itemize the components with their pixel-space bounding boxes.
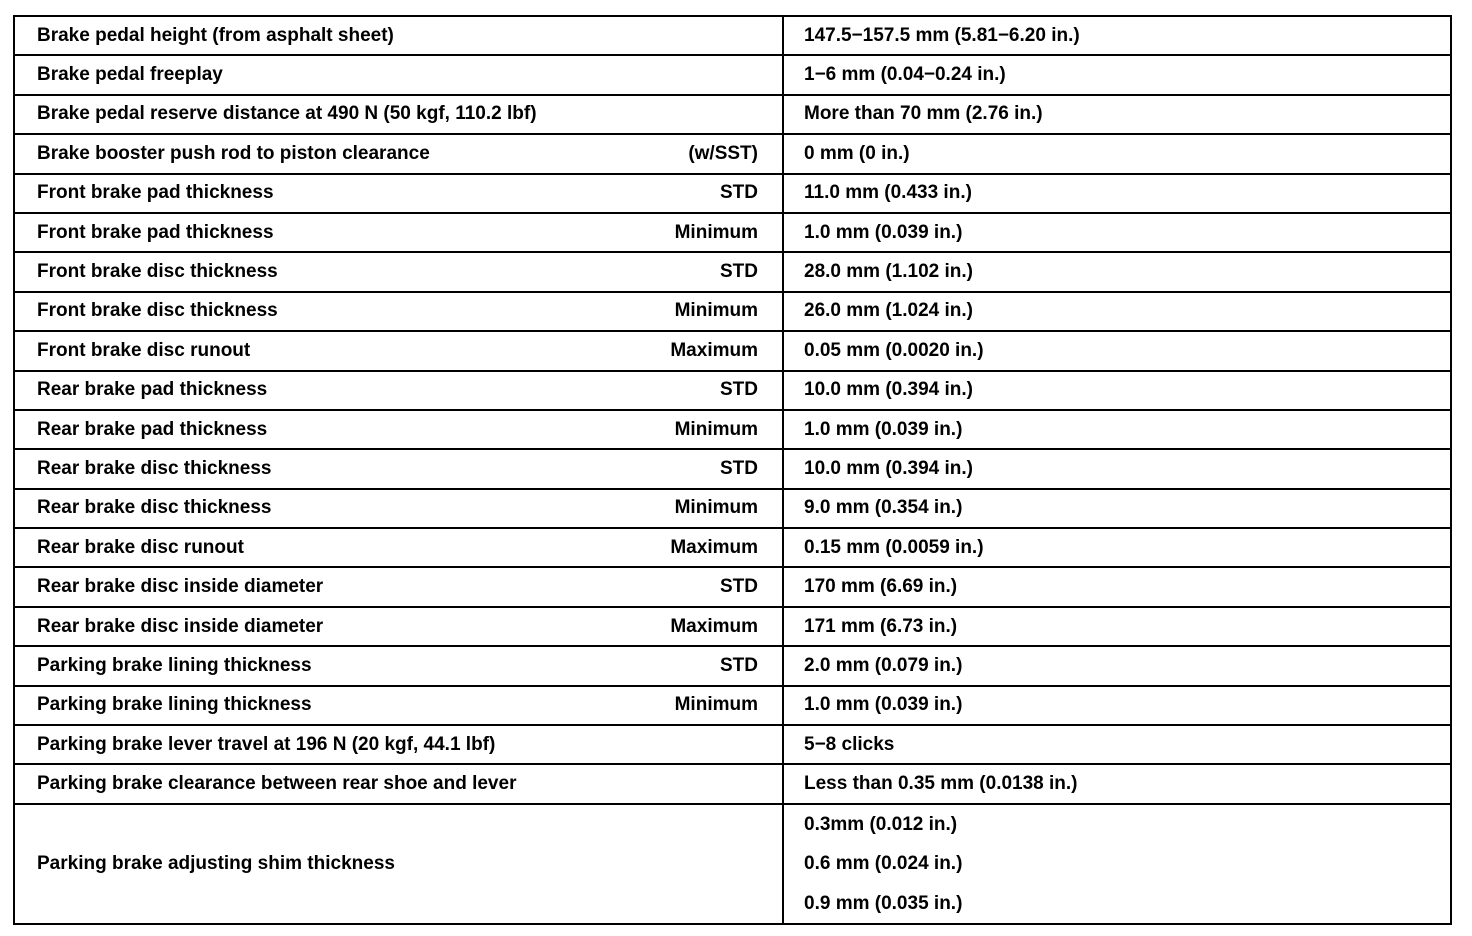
spec-item-cell: [14, 489, 783, 528]
spec-value-cell: 0.05 mm (0.0020 in.): [783, 331, 1451, 370]
spec-item-label: Brake pedal height (from asphalt sheet): [37, 24, 394, 46]
spec-value-cell: Less than 0.35 mm (0.0138 in.): [783, 764, 1451, 803]
spec-value-cell: 5−8 clicks: [783, 725, 1451, 764]
spec-row: [14, 16, 1451, 55]
spec-value-cell: 0 mm (0 in.): [783, 134, 1451, 173]
spec-item-wrapper: [37, 773, 758, 795]
spec-item-cell: [14, 764, 783, 803]
spec-item-label: Rear brake pad thickness: [37, 379, 268, 401]
spec-value-cell: 1−6 mm (0.04−0.24 in.): [783, 55, 1451, 94]
spec-item-cell: [14, 410, 783, 449]
spec-item-cell: [14, 16, 783, 55]
spec-value-cell: 11.0 mm (0.433 in.): [783, 174, 1451, 213]
spec-condition-label: Maximum: [670, 339, 758, 361]
spec-condition-label: Minimum: [674, 497, 758, 519]
spec-condition-label: STD: [720, 457, 758, 479]
spec-item-wrapper: [37, 458, 758, 480]
spec-item-cell: [14, 646, 783, 685]
spec-item-label: Parking brake lining thickness: [37, 694, 312, 716]
spec-item-label: Parking brake lever travel at 196 N (20 kgf, 44.1 lbf): [37, 733, 496, 755]
spec-row: [14, 528, 1451, 567]
spec-row: [14, 449, 1451, 488]
spec-item-wrapper: [37, 64, 758, 86]
spec-item-wrapper: [37, 143, 758, 165]
spec-value-cell: 1.0 mm (0.039 in.): [783, 410, 1451, 449]
spec-item-cell: [14, 252, 783, 291]
spec-item-wrapper: [37, 182, 758, 204]
spec-condition-label: STD: [720, 654, 758, 676]
spec-condition-label: (w/SST): [688, 142, 758, 164]
spec-item-wrapper: [37, 576, 758, 598]
spec-condition-label: STD: [720, 182, 758, 204]
spec-item-label: Parking brake adjusting shim thickness: [37, 852, 395, 874]
spec-item-cell: [14, 804, 783, 924]
spec-item-cell: [14, 607, 783, 646]
spec-item-wrapper: [37, 734, 758, 756]
spec-row: [14, 686, 1451, 725]
spec-table-body: [14, 16, 1451, 924]
spec-condition-label: STD: [720, 576, 758, 598]
spec-item-label: Front brake pad thickness: [37, 182, 274, 204]
spec-row: [14, 292, 1451, 331]
spec-item-wrapper: [37, 616, 758, 638]
spec-value-cell: 28.0 mm (1.102 in.): [783, 252, 1451, 291]
spec-item-wrapper: [37, 537, 758, 559]
spec-item-label: Front brake disc thickness: [37, 300, 278, 322]
spec-value-cell: [783, 804, 1451, 924]
spec-row: [14, 331, 1451, 370]
spec-item-cell: [14, 134, 783, 173]
shim-value: 0.6 mm (0.024 in.): [804, 853, 963, 875]
spec-row: [14, 567, 1451, 606]
spec-item-cell: [14, 331, 783, 370]
spec-value-cell: 2.0 mm (0.079 in.): [783, 646, 1451, 685]
spec-row: [14, 410, 1451, 449]
spec-row: [14, 646, 1451, 685]
spec-item-wrapper: [37, 103, 758, 125]
spec-condition-label: STD: [720, 379, 758, 401]
spec-item-label: Front brake disc runout: [37, 339, 251, 361]
spec-value-cell: 0.15 mm (0.0059 in.): [783, 528, 1451, 567]
spec-row: [14, 134, 1451, 173]
spec-item-cell: [14, 567, 783, 606]
spec-item-wrapper: [37, 379, 758, 401]
spec-condition-label: Maximum: [670, 615, 758, 637]
spec-row: [14, 174, 1451, 213]
spec-item-label: Parking brake clearance between rear shoe and lever: [37, 773, 517, 795]
spec-item-cell: [14, 371, 783, 410]
spec-row: [14, 213, 1451, 252]
spec-condition-label: Minimum: [674, 418, 758, 440]
spec-item-cell: [14, 95, 783, 134]
spec-item-cell: [14, 292, 783, 331]
spec-value-cell: 9.0 mm (0.354 in.): [783, 489, 1451, 528]
spec-item-cell: [14, 55, 783, 94]
spec-item-wrapper: [37, 694, 758, 716]
spec-row: [14, 764, 1451, 803]
spec-condition-label: STD: [720, 261, 758, 283]
spec-item-label: Rear brake disc thickness: [37, 497, 272, 519]
spec-value-cell: 10.0 mm (0.394 in.): [783, 449, 1451, 488]
spec-value-cell: 10.0 mm (0.394 in.): [783, 371, 1451, 410]
spec-item-label: Front brake pad thickness: [37, 221, 274, 243]
spec-condition-label: Minimum: [674, 694, 758, 716]
spec-item-label: Rear brake disc inside diameter: [37, 615, 324, 637]
spec-item-wrapper: [37, 340, 758, 362]
shim-value-list: [804, 805, 1450, 923]
spec-row: [14, 95, 1451, 134]
spec-item-cell: [14, 449, 783, 488]
spec-item-label: Rear brake disc inside diameter: [37, 576, 324, 598]
shim-value: 0.9 mm (0.035 in.): [804, 892, 963, 914]
spec-item-label: Brake booster push rod to piston clearance: [37, 142, 430, 164]
spec-item-label: Rear brake pad thickness: [37, 418, 268, 440]
spec-item-cell: [14, 528, 783, 567]
spec-value-cell: 1.0 mm (0.039 in.): [783, 213, 1451, 252]
spec-row-shim-thickness: [14, 804, 1451, 924]
spec-item-wrapper: [37, 25, 758, 47]
spec-row: [14, 607, 1451, 646]
spec-item-wrapper: [37, 655, 758, 677]
spec-item-wrapper: [37, 419, 758, 441]
spec-item-wrapper: [37, 261, 758, 283]
spec-item-wrapper: [37, 497, 758, 519]
spec-value-cell: 147.5−157.5 mm (5.81−6.20 in.): [783, 16, 1451, 55]
spec-item-cell: [14, 686, 783, 725]
spec-row: [14, 725, 1451, 764]
shim-value: 0.3mm (0.012 in.): [804, 813, 958, 835]
spec-item-label: Parking brake lining thickness: [37, 654, 312, 676]
spec-item-wrapper: [37, 222, 758, 244]
spec-item-wrapper: [37, 300, 758, 322]
spec-item-label: Brake pedal freeplay: [37, 64, 223, 86]
spec-item-cell: [14, 174, 783, 213]
spec-value-cell: 171 mm (6.73 in.): [783, 607, 1451, 646]
spec-item-label: Brake pedal reserve distance at 490 N (50 kgf, 110.2 lbf): [37, 103, 537, 125]
spec-row: [14, 55, 1451, 94]
spec-value-cell: More than 70 mm (2.76 in.): [783, 95, 1451, 134]
spec-item-cell: [14, 213, 783, 252]
spec-item-label: Rear brake disc runout: [37, 536, 244, 558]
spec-value-cell: 170 mm (6.69 in.): [783, 567, 1451, 606]
spec-item-cell: [14, 725, 783, 764]
spec-item-label: Front brake disc thickness: [37, 261, 278, 283]
spec-value-cell: 26.0 mm (1.024 in.): [783, 292, 1451, 331]
brake-specification-table: [13, 15, 1452, 925]
spec-row: [14, 252, 1451, 291]
spec-value-cell: 1.0 mm (0.039 in.): [783, 686, 1451, 725]
spec-condition-label: Minimum: [674, 300, 758, 322]
spec-condition-label: Maximum: [670, 536, 758, 558]
spec-item-label: Rear brake disc thickness: [37, 457, 272, 479]
spec-row: [14, 371, 1451, 410]
spec-row: [14, 489, 1451, 528]
spec-condition-label: Minimum: [674, 221, 758, 243]
